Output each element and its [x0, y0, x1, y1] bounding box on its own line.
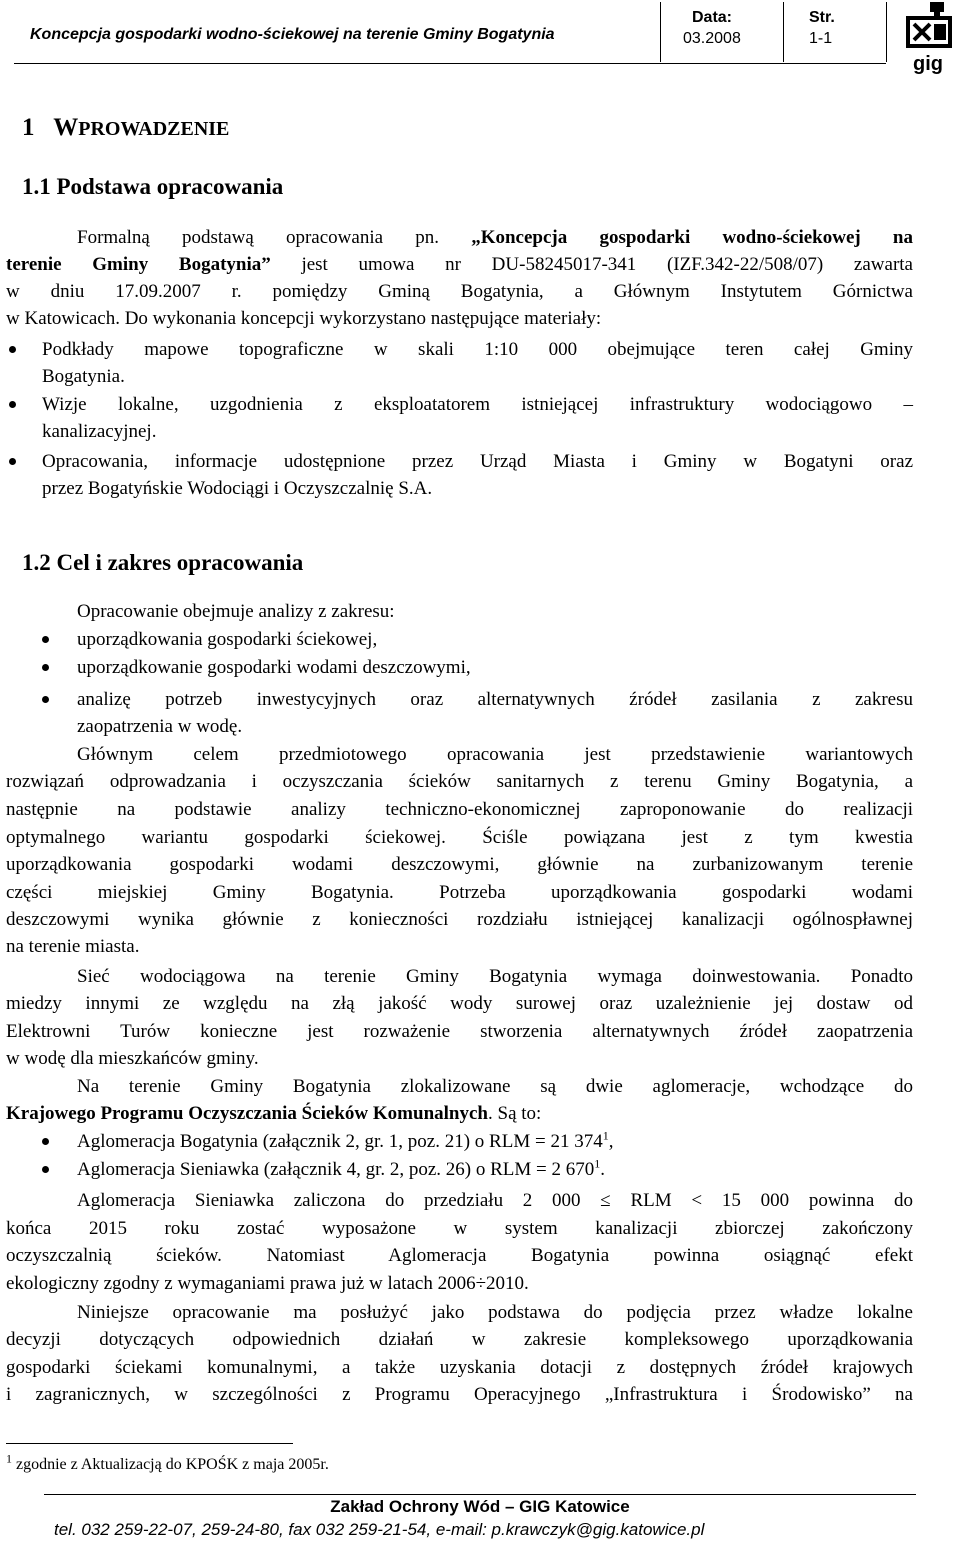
list-item: uporządkowanie gospodarki wodami deszczowymi, [77, 657, 471, 678]
list-item: Aglomeracja Sieniawka (załącznik 4, gr. 2, poz. 26) o RLM = 2 $670^1$. [77, 1156, 605, 1180]
bullet-icon [9, 346, 16, 353]
paragraph-line: miedzy innymi ze względu na złą jakość wody surowej oraz uzależnienie jej dostaw od [6, 993, 913, 1014]
date-value: 03.2008 [683, 30, 741, 47]
bullet-icon [42, 664, 49, 671]
gig-logo-icon [900, 0, 956, 76]
paragraph-line: Głównym celem przedmiotowego opracowania jest przedstawienie wariantowych [77, 744, 913, 765]
paragraph-line: rozwiązań odprowadzania i oczyszczania ścieków sanitarnych z terenu Gminy Bogatynia, a [6, 771, 913, 792]
paragraph-line: części miejskiej Gminy Bogatynia. Potrzeba uporządkowania gospodarki wodami [6, 882, 913, 903]
paragraph-line: Na terenie Gminy Bogatynia zlokalizowane są dwie aglomeracje, wchodzące do [77, 1076, 913, 1097]
chapter-title: PROWADZENIE [78, 118, 230, 140]
document-title: Koncepcja gospodarki wodno-ściekowej na terenie Gminy Bogatynia [30, 26, 555, 43]
chapter-number: 1 [22, 114, 35, 141]
paragraph-line: ekologiczny zgodny z wymaganiami prawa już w latach 2006÷2010. [6, 1273, 529, 1294]
date-label: Data: [692, 9, 733, 26]
paragraph-line: decyzji dotyczących odpowiednich działań w zakresie kompleksowego uporządkowania [6, 1329, 913, 1350]
list-item: Wizje lokalne, uzgodnienia z eksploatatorem istniejącej infrastruktury wodociągowo – [42, 394, 913, 415]
paragraph-line: deszczowymi wynika głównie z konieczności rozdziału istniejącej kanalizacji ogólnospławnej [6, 909, 913, 930]
list-item: analizę potrzeb inwestycyjnych oraz alternatywnych źródeł zasilania z zakresu [77, 689, 913, 710]
page-header [0, 0, 960, 80]
list-item: uporządkowania gospodarki ściekowej, [77, 629, 378, 650]
paragraph-line: i zagranicznych, w szczególności z Programu Operacyjnego „Infrastruktura i Środowisko” na [6, 1384, 913, 1405]
paragraph-line: Sieć wodociągowa na terenie Gminy Bogatynia wymaga doinwestowania. Ponadto [77, 966, 913, 987]
paragraph-line: następnie na podstawie analizy techniczno-ekonomicznej zaproponowanie do realizacji [6, 799, 913, 820]
bullet-icon [9, 401, 16, 408]
paragraph-line: końca 2015 roku zostać wyposażone w system kanalizacji zbiorczej zakończony [6, 1218, 913, 1239]
paragraph-line: Aglomeracja Sieniawka zaliczona do przedziału 2 000 ≤ RLM < 15 000 powinna do [77, 1190, 913, 1211]
footnote: $^1$ zgodnie z Aktualizacją do KPOŚK z maja 2005r. [6, 1451, 329, 1473]
bullet-icon [9, 458, 16, 465]
chapter-heading [22, 114, 229, 142]
paragraph-line: w wodę dla mieszkańców gminy. [6, 1048, 259, 1069]
header-divider [886, 2, 887, 62]
paragraph-line: w dniu 17.09.2007 r. pomiędzy Gminą Bogatynia, a Głównym Instytutem Górnictwa [6, 281, 913, 302]
paragraph-line: na terenie miasta. [6, 936, 140, 957]
bullet-icon [42, 696, 49, 703]
list-item-continuation: zaopatrzenia w wodę. [77, 716, 243, 737]
list-item-continuation: przez Bogatyńskie Wodociągi i Oczyszczalnię S.A. [42, 478, 433, 499]
footnote-separator [6, 1443, 293, 1444]
paragraph-line: oczyszczalnią ścieków. Natomiast Aglomeracja Bogatynia powinna osiągnąć efekt [6, 1245, 913, 1266]
paragraph-line: optymalnego wariantu gospodarki ściekowej. Ściśle powiązana jest z tym kwestia [6, 827, 913, 848]
paragraph-line: Formalną podstawą opracowania pn. „Koncepcja gospodarki wodno-ściekowej na [77, 227, 913, 248]
page-number: 1-1 [809, 30, 833, 47]
paragraph-line: uporządkowania gospodarki wodami deszczowymi, głównie na zurbanizowanym terenie [6, 854, 913, 875]
chapter-title-initial: W [53, 114, 79, 141]
bullet-icon [42, 1138, 49, 1145]
paragraph-line: terenie Gminy Bogatynia” jest umowa nr DU-58245017-341 (IZF.342-22/508/07) zawarta [6, 254, 913, 275]
list-item: Podkłady mapowe topograficzne w skali 1:10 000 obejmujące teren całej Gminy [42, 339, 913, 360]
list-item-continuation: Bogatynia. [42, 366, 125, 387]
bullet-icon [42, 1166, 49, 1173]
paragraph-line: w Katowicach. Do wykonania koncepcji wykorzystano następujące materiały: [6, 308, 602, 329]
footer-organization: Zakład Ochrony Wód – GIG Katowice [330, 1497, 630, 1516]
paragraph-line: gospodarki ściekami komunalnymi, a także uzyskania dotacji z dostępnych źródeł krajowych [6, 1357, 913, 1378]
paragraph-line: Niniejsze opracowanie ma posłużyć jako podstawa do podjęcia przez władze lokalne [77, 1302, 913, 1323]
footer-contact: tel. 032 259-22-07, 259-24-80, fax 032 259-21-54, e-mail: p.krawczyk@gig.katowice.pl [54, 1520, 705, 1539]
section-heading: 1.2 Cel i zakres opracowania [22, 550, 304, 575]
page-label: Str. [809, 9, 835, 26]
list-item-continuation: kanalizacyjnej. [42, 421, 157, 442]
paragraph-line: Elektrowni Turów konieczne jest rozważenie stworzenia alternatywnych źródeł zaopatrzenia [6, 1021, 913, 1042]
paragraph-line: Opracowanie obejmuje analizy z zakresu: [77, 601, 395, 622]
header-rule [14, 63, 886, 64]
bullet-icon [42, 636, 49, 643]
paragraph-line: Krajowego Programu Oczyszczania Ścieków Komunalnych. Są to: [6, 1103, 542, 1124]
list-item: Opracowania, informacje udostępnione przez Urząd Miasta i Gminy w Bogatyni oraz [42, 451, 913, 472]
logo-text: gig [913, 53, 943, 75]
footer-rule [44, 1494, 916, 1495]
header-divider [660, 2, 661, 62]
section-heading: 1.1 Podstawa opracowania [22, 174, 284, 199]
header-divider [783, 2, 784, 62]
list-item: Aglomeracja Bogatynia (załącznik 2, gr. 1, poz. 21) o RLM = 21 $374^1$, [77, 1128, 614, 1152]
